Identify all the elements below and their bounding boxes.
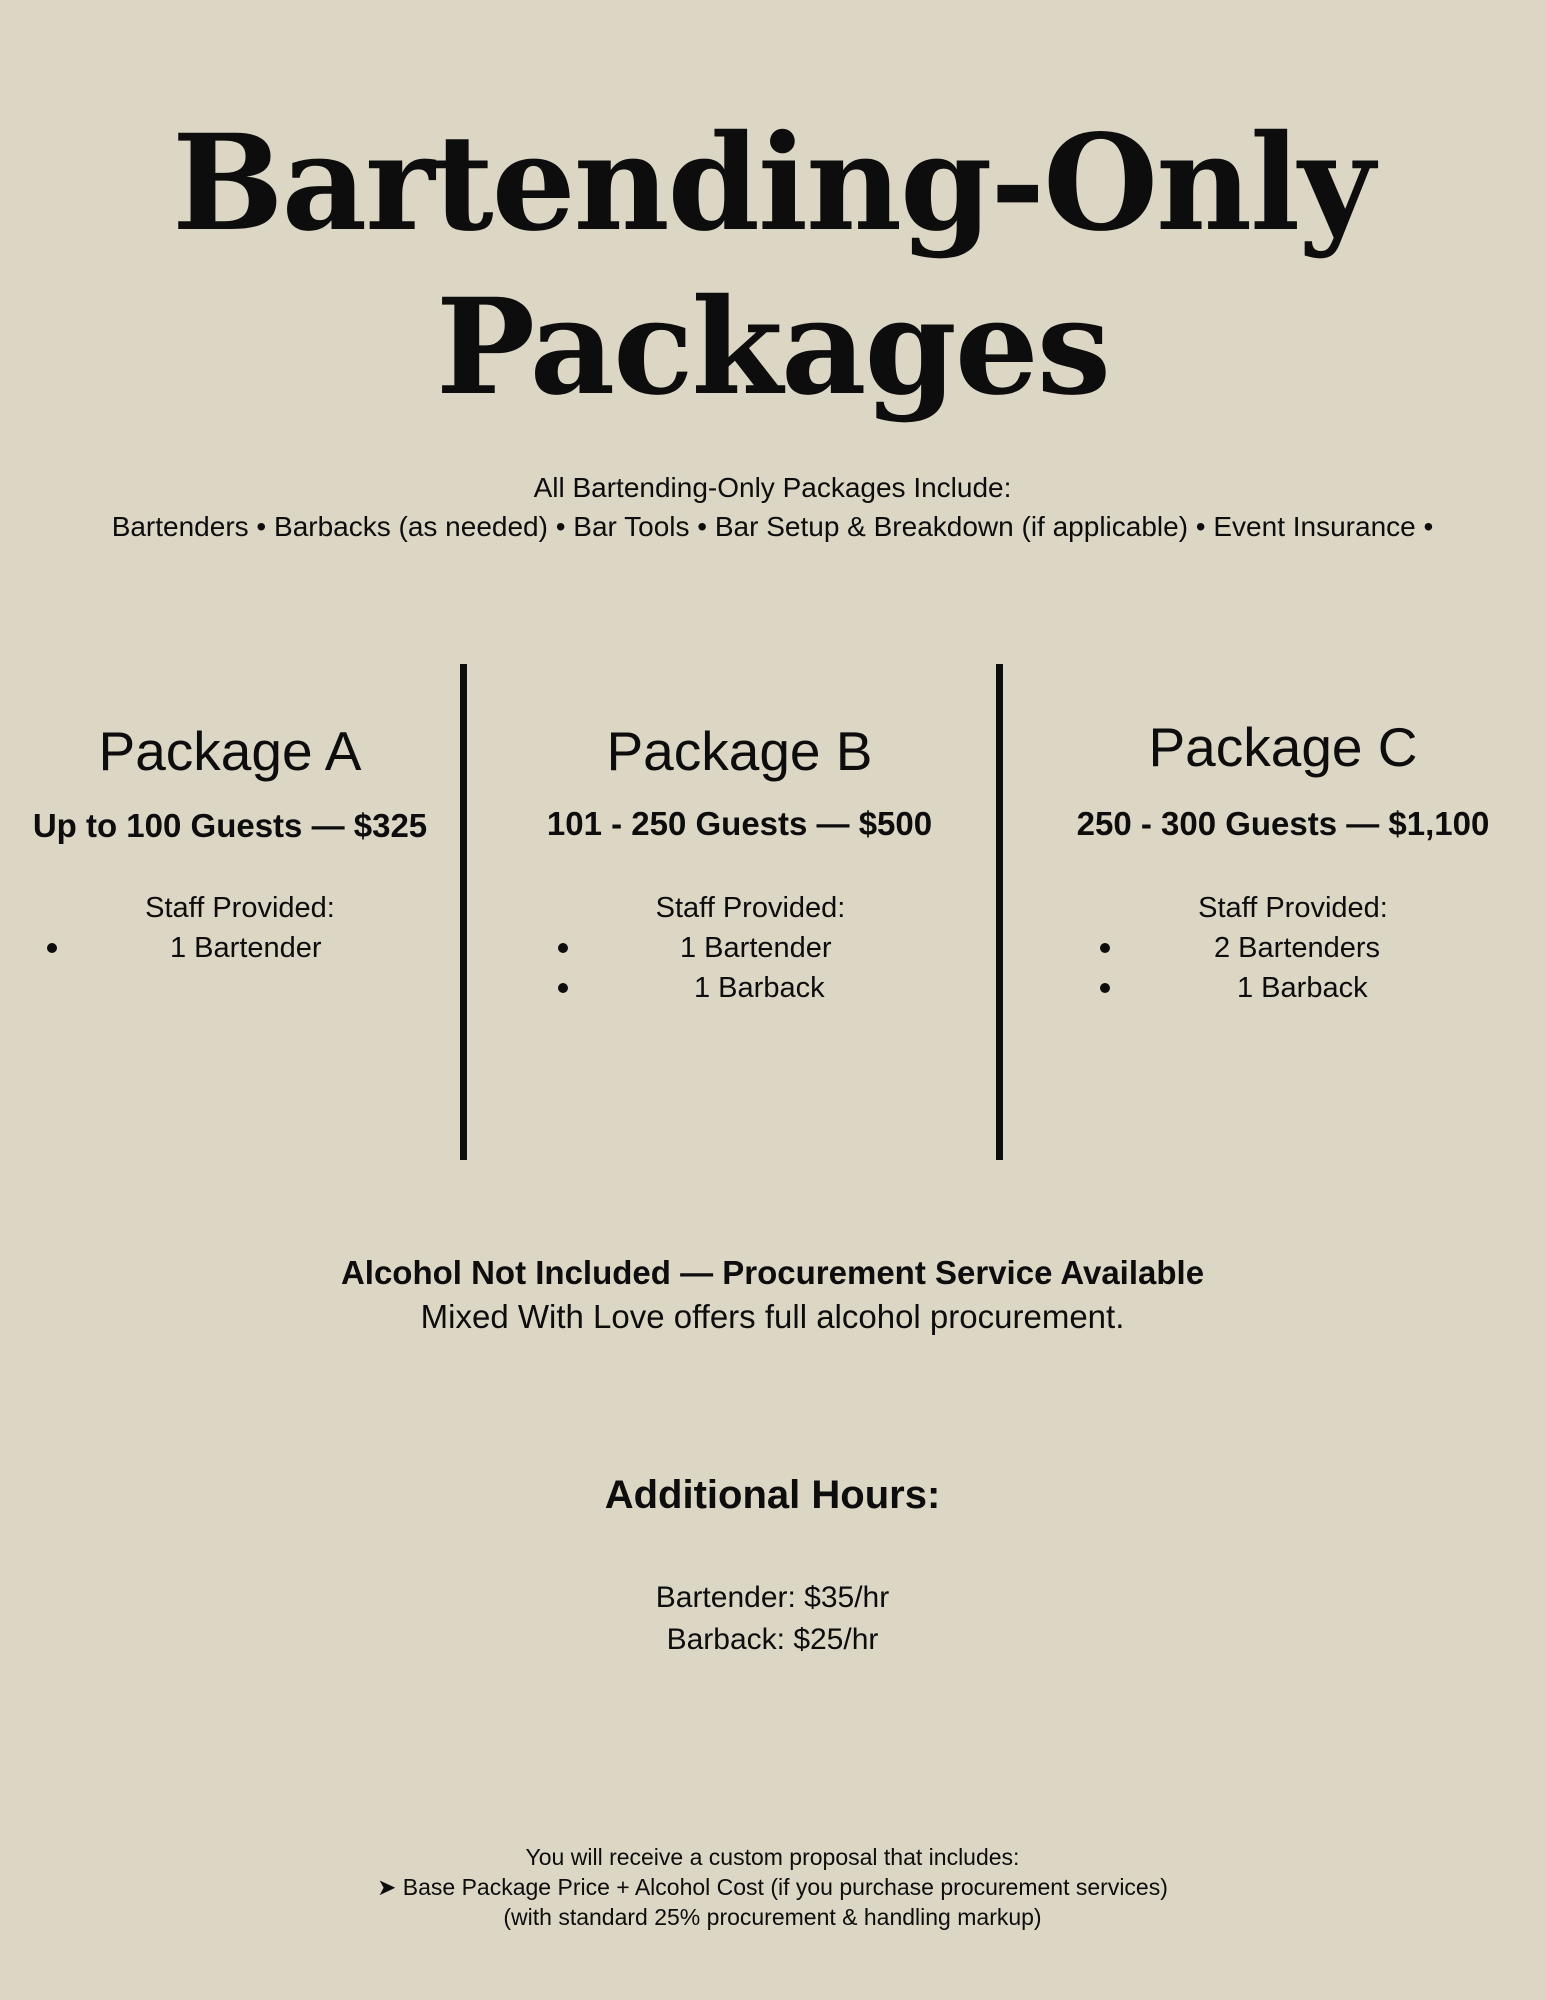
page-title-line-2: Packages [435, 270, 1110, 425]
staff-label: Staff Provided: [1198, 892, 1388, 924]
staff-label: Staff Provided: [145, 892, 335, 924]
staff-item: 1 Barback [1237, 972, 1368, 1004]
additional-hours-item: Barback: $25/hr [666, 1623, 879, 1656]
page-title-line-1: Bartending-Only [172, 106, 1373, 261]
staff-item: 2 Bartenders [1214, 932, 1381, 964]
staff-label: Staff Provided: [655, 892, 846, 924]
alcohol-notice-title: Alcohol Not Included — Procurement Service Available [340, 1254, 1205, 1291]
includes-heading: All Bartending-Only Packages Include: [533, 472, 1012, 503]
package-price: Up to 100 Guests — $325 [32, 807, 428, 844]
package-name: Package B [606, 720, 873, 782]
bullet-icon [558, 943, 568, 953]
package-name: Package A [98, 720, 362, 782]
package-price: 250 - 300 Guests — $1,100 [1076, 805, 1490, 842]
additional-hours-item: Bartender: $35/hr [655, 1581, 890, 1614]
bullet-icon [1100, 943, 1110, 953]
bullet-icon [47, 943, 57, 953]
staff-item: 1 Bartender [170, 932, 322, 964]
footer-line-3: (with standard 25% procurement & handling markup) [503, 1904, 1042, 1930]
package-price: 101 - 250 Guests — $500 [546, 805, 933, 842]
additional-hours-title: Additional Hours: [604, 1473, 941, 1517]
bullet-icon [558, 983, 568, 993]
staff-item: 1 Barback [694, 972, 825, 1004]
footer-line-1: You will receive a custom proposal that includes: [525, 1844, 1020, 1870]
bullet-icon [1100, 983, 1110, 993]
staff-item: 1 Bartender [680, 932, 832, 964]
footer-line-2: ➤ Base Package Price + Alcohol Cost (if you purchase procurement services) [377, 1874, 1168, 1900]
alcohol-notice-body: Mixed With Love offers full alcohol procurement. [420, 1298, 1125, 1335]
package-name: Package C [1148, 716, 1418, 778]
includes-list: Bartenders • Barbacks (as needed) • Bar Tools • Bar Setup & Breakdown (if applicable) • Event Insurance • [111, 511, 1434, 542]
